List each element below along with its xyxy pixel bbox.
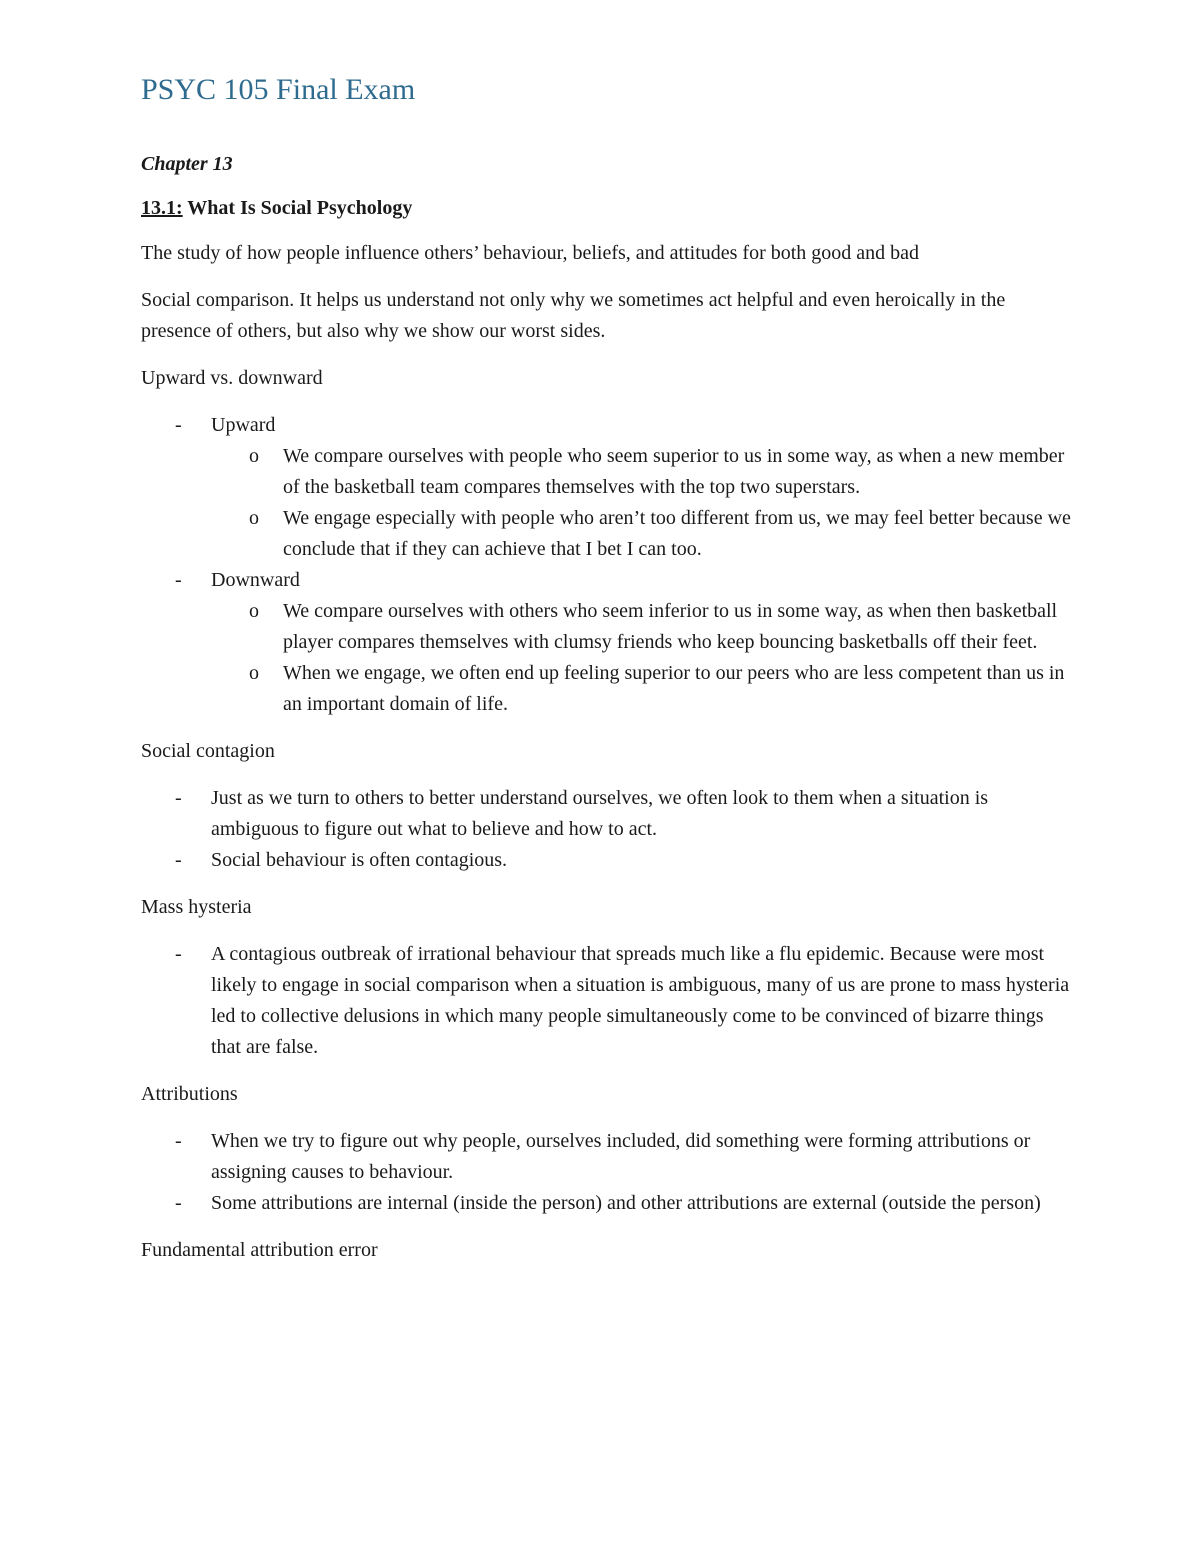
list-item-text: A contagious outbreak of irrational behaviour that spreads much like a flu epidemic. Because were most likely to engage in social comparison when a situation is ambiguous, many of us are prone to mass hysteria led to collective delusions in which many people simultaneously come to be convinced of bizarre things that are false. — [211, 943, 1070, 1058]
attributions-heading: Attributions — [141, 1083, 238, 1105]
list-item — [141, 1126, 1071, 1188]
list-item-text: Social behaviour is often contagious. — [211, 849, 508, 871]
document-page — [141, 70, 1071, 1282]
dash-bullet: - — [175, 569, 182, 591]
upward-sublist — [211, 441, 1071, 565]
chapter-heading: Chapter 13 — [141, 153, 233, 175]
social-comparison-paragraph: Social comparison. It helps us understand not only why we sometimes act helpful and even heroically in the presence of others, but also why we show our worst sides. — [141, 289, 1006, 342]
fundamental-attribution-error-heading: Fundamental attribution error — [141, 1239, 378, 1261]
sublist-item-text: We engage especially with people who aren’t too different from us, we may feel better because we conclude that if they can achieve that I bet I can too. — [283, 507, 1071, 560]
list-item-label: Downward — [211, 569, 300, 591]
dash-bullet: - — [175, 414, 182, 436]
sublist-item — [211, 596, 1071, 658]
mass-hysteria-list — [141, 939, 1071, 1063]
sublist-item — [211, 503, 1071, 565]
list-item-text: Some attributions are internal (inside the person) and other attributions are external (outside the person) — [211, 1192, 1041, 1214]
upward-downward-list — [141, 410, 1071, 720]
attributions-list — [141, 1126, 1071, 1219]
dash-bullet: - — [175, 787, 182, 809]
list-item-downward — [141, 565, 1071, 720]
document-title: PSYC 105 Final Exam — [141, 73, 416, 106]
circle-bullet: o — [249, 445, 259, 467]
downward-sublist — [211, 596, 1071, 720]
section-heading — [141, 194, 1071, 222]
list-item — [141, 1188, 1071, 1219]
section-title: What Is Social Psychology — [182, 197, 413, 219]
social-contagion-heading: Social contagion — [141, 740, 275, 762]
circle-bullet: o — [249, 507, 259, 529]
list-item-upward — [141, 410, 1071, 565]
list-item — [141, 845, 1071, 876]
list-item-text: When we try to figure out why people, ourselves included, did something were forming attributions or assigning causes to behaviour. — [211, 1130, 1031, 1183]
circle-bullet: o — [249, 662, 259, 684]
sublist-item — [211, 441, 1071, 503]
mass-hysteria-heading: Mass hysteria — [141, 896, 252, 918]
section-number: 13.1: — [141, 197, 183, 219]
dash-bullet: - — [175, 849, 182, 871]
dash-bullet: - — [175, 1130, 182, 1152]
dash-bullet: - — [175, 943, 182, 965]
dash-bullet: - — [175, 1192, 182, 1214]
sublist-item-text: We compare ourselves with people who seem superior to us in some way, as when a new member of the basketball team compares themselves with the top two superstars. — [283, 445, 1065, 498]
list-item — [141, 783, 1071, 845]
circle-bullet: o — [249, 600, 259, 622]
sublist-item-text: When we engage, we often end up feeling superior to our peers who are less competent than us in an important domain of life. — [283, 662, 1065, 715]
social-contagion-list — [141, 783, 1071, 876]
intro-paragraph: The study of how people influence others’ behaviour, beliefs, and attitudes for both good and bad — [141, 242, 920, 264]
list-item-label: Upward — [211, 414, 276, 436]
list-item-text: Just as we turn to others to better understand ourselves, we often look to them when a situation is ambiguous to figure out what to believe and how to act. — [211, 787, 989, 840]
upward-downward-heading: Upward vs. downward — [141, 367, 323, 389]
list-item — [141, 939, 1071, 1063]
sublist-item-text: We compare ourselves with others who seem inferior to us in some way, as when then basketball player compares themselves with clumsy friends who keep bouncing basketballs off their feet. — [283, 600, 1058, 653]
sublist-item — [211, 658, 1071, 720]
